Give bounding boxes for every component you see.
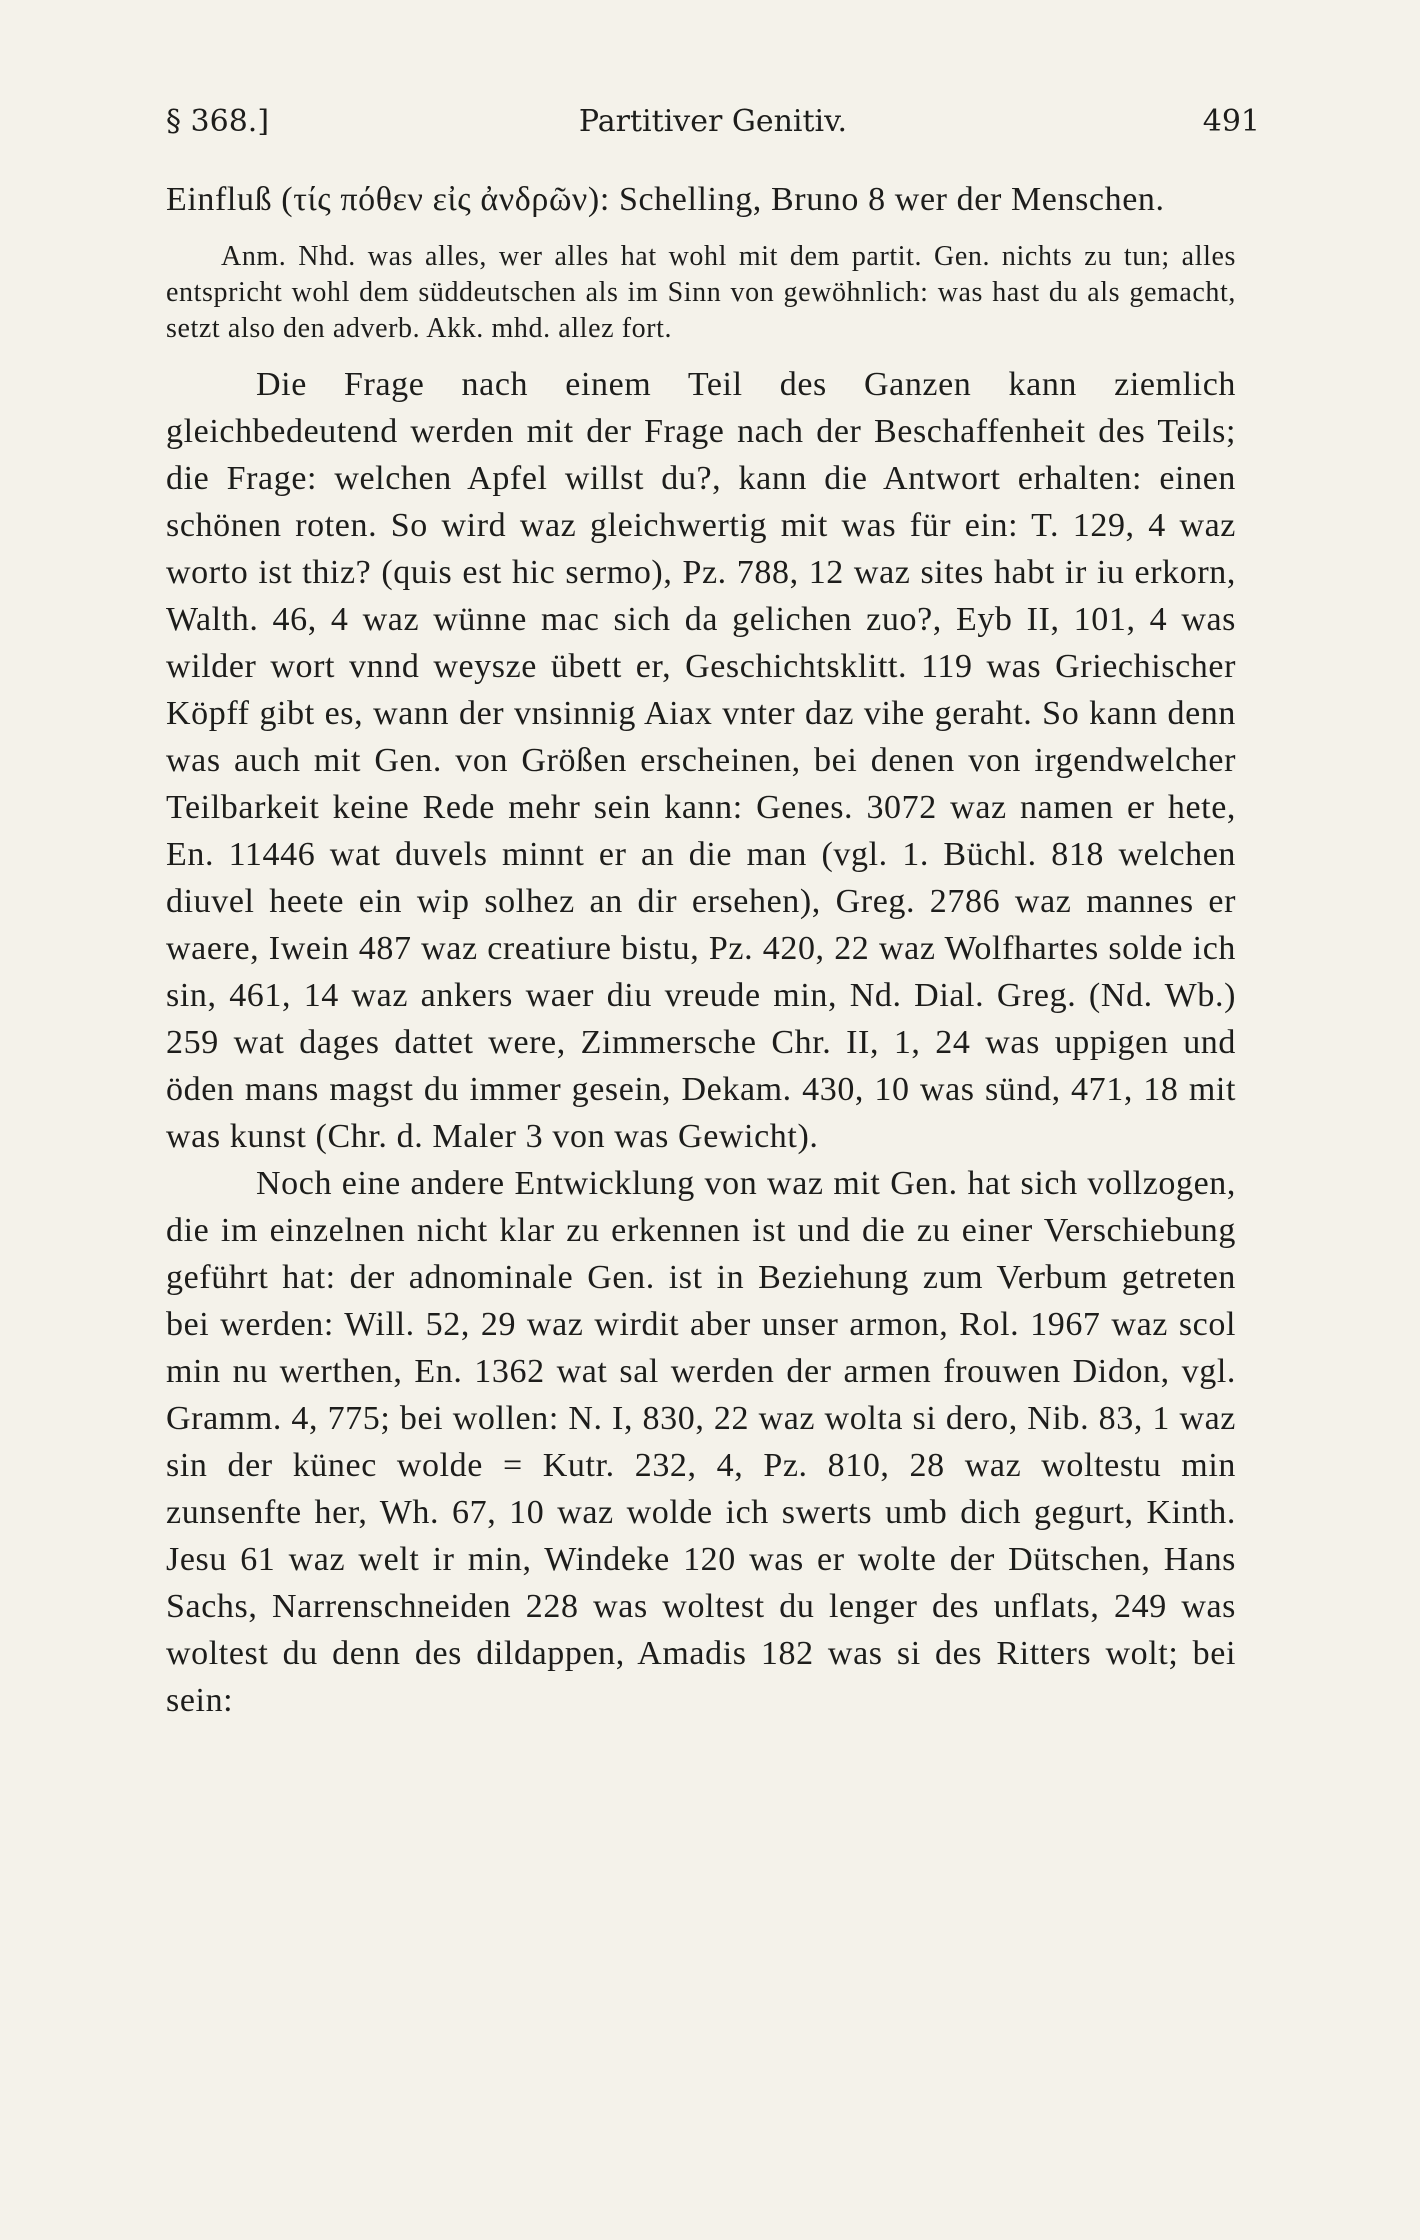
lead-paragraph: Einfluß (τίς πόθεν εἰς ἀνδρῶν): Schelling, Bruno 8 wer der Menschen.	[166, 181, 1165, 218]
annotation-note: Anm. Nhd. was alles, wer alles hat wohl mit dem partit. Gen. nichts zu tun; alles entspricht wohl dem süddeutschen als im Sinn von gewöhnlich: was hast du als gemacht, setzt also den adverb. Akk. mhd. allez fort.	[166, 241, 1236, 344]
section-reference: § 368.]	[166, 104, 270, 139]
paragraph-question-of-part: Die Frage nach einem Teil des Ganzen kann ziemlich gleichbedeutend werden mit der Frage nach der Beschaffenheit des Teils; die Frage: welchen Apfel willst du?, kann die Antwort erhalten: einen schönen roten. So wird waz gleichwertig mit was für ein: T. 129, 4 waz worto ist thiz? (quis est hic sermo), Pz. 788, 12 waz sites habt ir iu erkorn, Walth. 46, 4 waz wünne mac sich da gelichen zuo?, Eyb II, 101, 4 was wilder wort vnnd weysze übett er, Geschichtsklitt. 119 was Griechischer Köpff gibt es, wann der vnsinnig Aiax vnter daz vihe geraht. So kann denn was auch mit Gen. von Größen erscheinen, bei denen von irgendwelcher Teilbarkeit keine Rede mehr sein kann: Genes. 3072 waz namen er hete, En. 11446 wat duvels minnt er an die man (vgl. 1. Büchl. 818 welchen diuvel heete ein wip solhez an dir ersehen), Greg. 2786 waz mannes er waere, Iwein 487 waz creatiure bistu, Pz. 420, 22 waz Wolfhartes solde ich sin, 461, 14 waz ankers waer diu vreude min, Nd. Dial. Greg. (Nd. Wb.) 259 wat dages dattet were, Zimmersche Chr. II, 1, 24 was uppigen und öden mans magst du immer gesein, Dekam. 430, 10 was sünd, 471, 18 mit was kunst (Chr. d. Maler 3 von was Gewicht).	[166, 366, 1236, 1155]
paragraph-further-development: Noch eine andere Entwicklung von waz mit Gen. hat sich vollzogen, die im einzelnen nicht klar zu erkennen ist und die zu einer Verschiebung geführt hat: der adnominale Gen. ist in Beziehung zum Verbum getreten bei werden: Will. 52, 29 waz wirdit aber unser armon, Rol. 1967 waz scol min nu werthen, En. 1362 wat sal werden der armen frouwen Didon, vgl. Gramm. 4, 775; bei wollen: N. I, 830, 22 waz wolta si dero, Nib. 83, 1 waz sin der künec wolde = Kutr. 232, 4, Pz. 810, 28 waz woltestu min zunsenfte her, Wh. 67, 10 waz wolde ich swerts umb dich gegurt, Kinth. Jesu 61 waz welt ir min, Windeke 120 was er wolte der Dütschen, Hans Sachs, Narrenschneiden 228 was woltest du lenger des unflats, 249 was woltest du denn des dildappen, Amadis 182 was si des Ritters wolt; bei sein:	[166, 1165, 1236, 1719]
page-number: 491	[1202, 104, 1260, 139]
running-title: Partitiver Genitiv.	[578, 104, 848, 139]
body-text	[166, 176, 1236, 1724]
running-header	[166, 104, 1260, 144]
